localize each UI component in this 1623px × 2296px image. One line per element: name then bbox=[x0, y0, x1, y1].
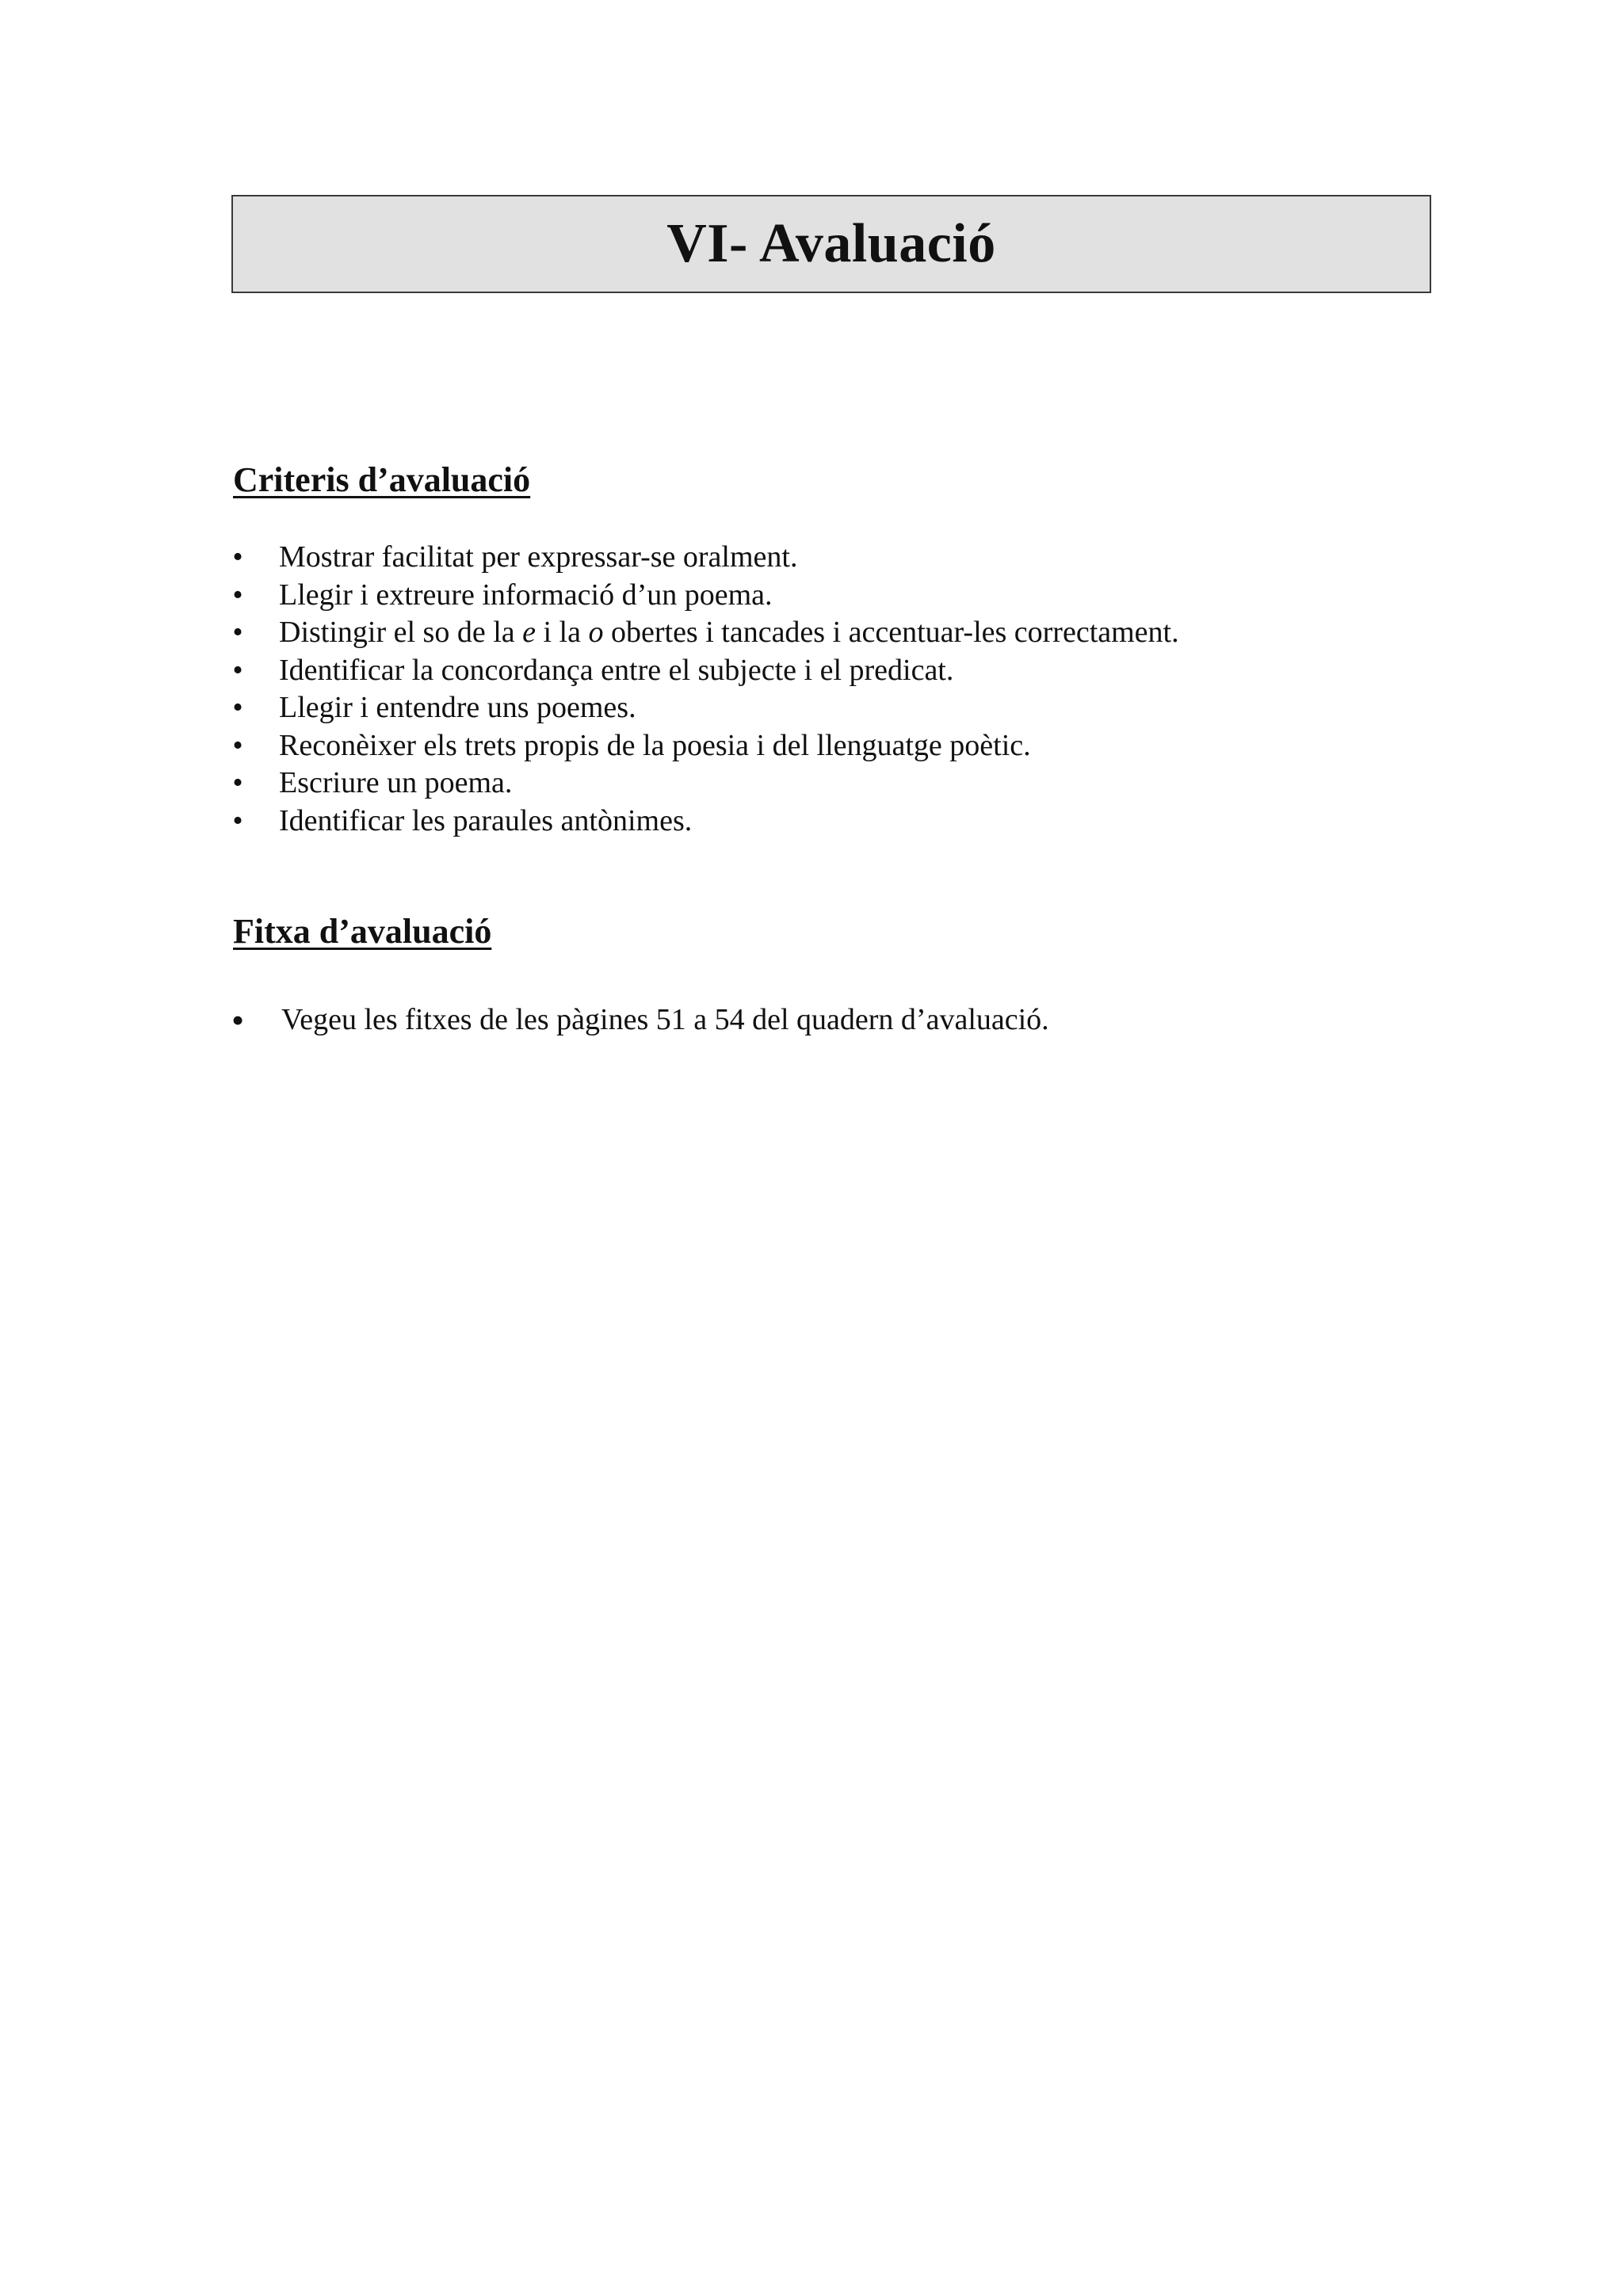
bullet-icon: • bbox=[232, 653, 243, 687]
bullet-icon: • bbox=[232, 578, 243, 612]
list-item: • Distingir el so de la e i la o obertes i tancades i accentuar-les correctament. bbox=[230, 614, 1179, 652]
list-item: • Escriure un poema. bbox=[230, 765, 1179, 803]
bullet-icon: • bbox=[232, 803, 243, 837]
bullet-icon: • bbox=[232, 766, 243, 799]
bullet-icon: • bbox=[232, 616, 243, 649]
title-box bbox=[231, 195, 1431, 293]
list-item: • Llegir i entendre uns poemes. bbox=[230, 689, 1179, 727]
list-item: • Mostrar facilitat per expressar-se oralment. bbox=[230, 539, 1179, 577]
section-heading-criteria: Criteris d’avaluació bbox=[233, 460, 531, 499]
bullet-icon: • bbox=[232, 728, 243, 762]
criteria-list bbox=[230, 539, 1179, 840]
bullet-icon: • bbox=[232, 540, 243, 574]
list-item: • Llegir i extreure informació d’un poema. bbox=[230, 577, 1179, 615]
italic-letter-o: o bbox=[588, 616, 604, 649]
list-item: • Identificar les paraules antònimes. bbox=[230, 803, 1179, 841]
italic-letter-e: e bbox=[522, 616, 536, 649]
section-heading-fitxa: Fitxa d’avaluació bbox=[233, 912, 492, 951]
bullet-icon: • bbox=[231, 1000, 245, 1040]
list-item: • Vegeu les fitxes de les pàgines 51 a 54 del quadern d’avaluació. bbox=[231, 1000, 1049, 1040]
bullet-icon: • bbox=[232, 691, 243, 724]
list-item: • Identificar la concordança entre el subjecte i el predicat. bbox=[230, 652, 1179, 690]
fitxa-list bbox=[230, 1001, 1049, 1039]
list-item: • Reconèixer els trets propis de la poesia i del llenguatge poètic. bbox=[230, 727, 1179, 765]
page-title: VI- Avaluació bbox=[666, 213, 996, 274]
